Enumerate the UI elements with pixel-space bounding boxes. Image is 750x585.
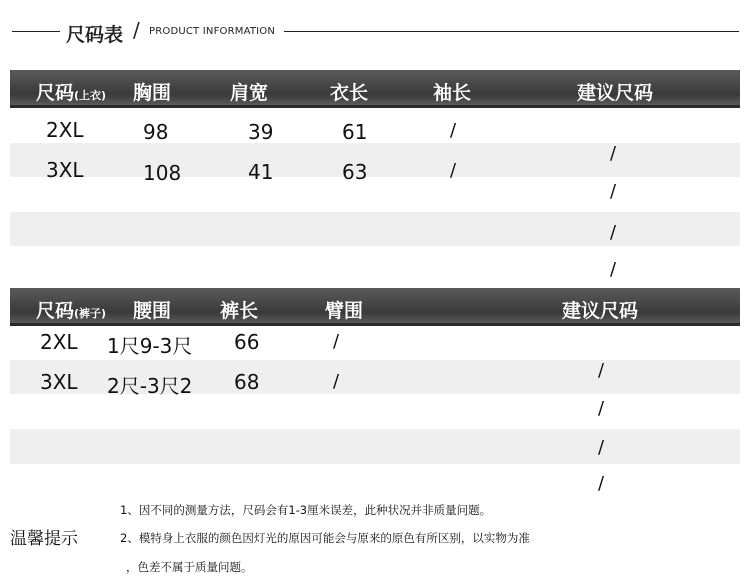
recommend-slash: / [610, 143, 617, 164]
top-table-header [10, 70, 740, 108]
table-cell-pants-length: 66 [234, 330, 260, 354]
table-cell-waist: 2尺-3尺2 [107, 374, 193, 398]
recommend-slash: / [598, 473, 605, 494]
stripe [10, 429, 740, 464]
table-cell-sleeve: / [450, 120, 457, 141]
title-slash: / [133, 18, 140, 42]
table-cell-size: 3XL [46, 158, 84, 182]
table-cell-shoulder: 39 [248, 120, 274, 144]
title-rule-left [12, 31, 60, 32]
table-cell-chest: 108 [143, 161, 182, 185]
header-chest: 胸围 [133, 82, 172, 104]
table-cell-sleeve: / [450, 160, 457, 181]
table-cell-chest: 98 [143, 120, 169, 144]
note-line: 1、因不同的测量方法，尺码会有1-3厘米误差，此种状况并非质量问题。 [120, 503, 492, 517]
page-subtitle: PRODUCT INFORMATION [149, 26, 276, 37]
table-cell-arm: / [333, 331, 340, 352]
recommend-slash: / [610, 181, 617, 202]
table-cell-arm: / [333, 371, 340, 392]
table-cell-pants-length: 68 [234, 370, 260, 394]
header-waist: 腰围 [133, 300, 172, 322]
table-cell-length: 63 [342, 160, 368, 184]
header-length: 衣长 [330, 82, 369, 104]
table-cell-length: 61 [342, 120, 368, 144]
bottom-table-header [10, 288, 740, 326]
recommend-slash: / [610, 222, 617, 243]
recommend-slash: / [598, 360, 605, 381]
recommend-slash: / [598, 398, 605, 419]
header-recommend: 建议尺码 [562, 300, 639, 322]
table-cell-size: 2XL [46, 118, 84, 142]
header-size: 尺码(上衣) [36, 82, 107, 104]
notes-label: 温馨提示 [10, 529, 78, 549]
note-line: ，色差不属于质量问题。 [126, 560, 253, 574]
stripe [10, 212, 740, 246]
title-rule-right [284, 31, 739, 32]
table-cell-size: 3XL [40, 370, 78, 394]
table-cell-size: 2XL [40, 330, 78, 354]
header-pants-length: 裤长 [220, 300, 259, 322]
note-line: 2、模特身上衣服的颜色因灯光的原因可能会与原来的原色有所区别，以实物为准 [120, 531, 530, 545]
header-recommend: 建议尺码 [577, 82, 654, 104]
header-sleeve: 袖长 [433, 82, 472, 104]
header-size: 尺码(裤子) [36, 300, 107, 322]
page-title: 尺码表 [66, 24, 124, 46]
recommend-slash: / [598, 437, 605, 458]
header-shoulder: 肩宽 [230, 82, 269, 104]
recommend-slash: / [610, 259, 617, 280]
table-cell-shoulder: 41 [248, 160, 274, 184]
table-cell-waist: 1尺9-3尺 [107, 334, 193, 358]
header-arm: 臂围 [325, 300, 364, 322]
stripe [10, 143, 740, 177]
